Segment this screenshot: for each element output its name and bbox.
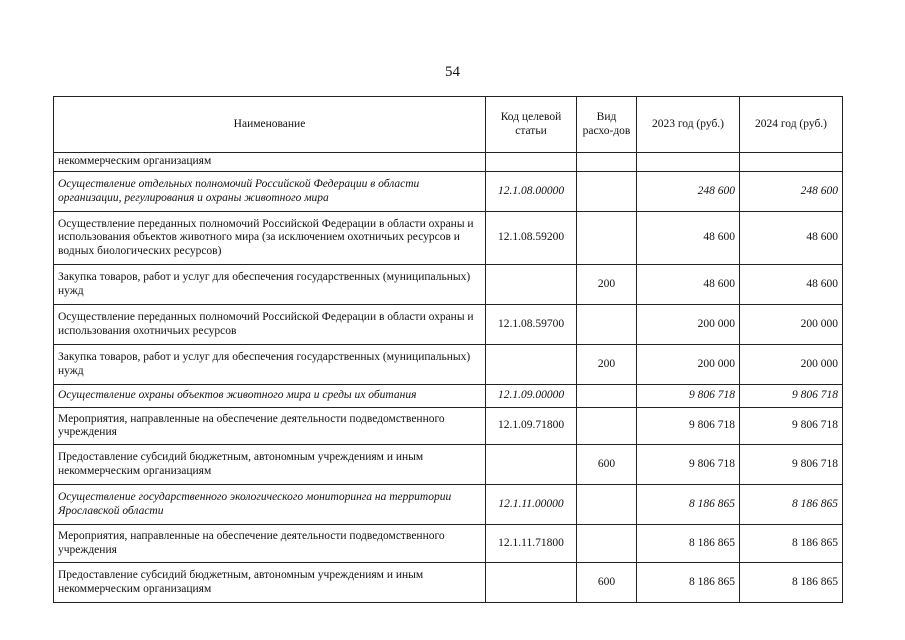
- row-2023: 8 186 865: [637, 525, 740, 563]
- row-2024: 9 806 718: [740, 445, 843, 485]
- table-row: [54, 485, 843, 525]
- row-2024: 8 186 865: [740, 563, 843, 603]
- row-code: 12.1.11.00000: [486, 485, 577, 525]
- row-code: 12.1.09.71800: [486, 408, 577, 445]
- table-row: [54, 563, 843, 603]
- row-code: [486, 445, 577, 485]
- table-row: [54, 305, 843, 345]
- row-code: [486, 563, 577, 603]
- table-row: [54, 525, 843, 563]
- header-code: Код целевой статьи: [486, 97, 577, 153]
- row-code: [486, 153, 577, 172]
- row-type: 600: [577, 445, 637, 485]
- row-type: [577, 485, 637, 525]
- header-2024: 2024 год (руб.): [740, 97, 843, 153]
- row-name: Закупка товаров, работ и услуг для обеспечения государственных (муниципальных) нужд: [54, 345, 486, 385]
- row-type: [577, 408, 637, 445]
- row-code: 12.1.08.59700: [486, 305, 577, 345]
- table-row: [54, 408, 843, 445]
- table-row: [54, 212, 843, 265]
- row-name: Мероприятия, направленные на обеспечение деятельности подведомственного учреждения: [54, 525, 486, 563]
- row-code: 12.1.11.71800: [486, 525, 577, 563]
- row-name: некоммерческим организациям: [54, 153, 486, 172]
- row-2023: 8 186 865: [637, 563, 740, 603]
- budget-table: [53, 96, 843, 603]
- row-2024: 200 000: [740, 305, 843, 345]
- row-2023: 48 600: [637, 265, 740, 305]
- row-code: 12.1.08.59200: [486, 212, 577, 265]
- row-type: [577, 172, 637, 212]
- row-code: 12.1.08.00000: [486, 172, 577, 212]
- row-2023: 200 000: [637, 345, 740, 385]
- row-name: Закупка товаров, работ и услуг для обеспечения государственных (муниципальных) нужд: [54, 265, 486, 305]
- header-type: Вид расхо-дов: [577, 97, 637, 153]
- table-row: [54, 172, 843, 212]
- page-number: 54: [445, 64, 460, 80]
- row-name: Осуществление переданных полномочий Российской Федерации в области охраны и использования объектов животного мира (за исключением охотничьих ресурсов и водных биологических ресурсов): [54, 212, 486, 265]
- row-name: Осуществление государственного экологического мониторинга на территории Ярославской области: [54, 485, 486, 525]
- row-2023: 248 600: [637, 172, 740, 212]
- row-code: 12.1.09.00000: [486, 385, 577, 408]
- row-type: 200: [577, 265, 637, 305]
- row-2023: 8 186 865: [637, 485, 740, 525]
- row-name: Предоставление субсидий бюджетным, автономным учреждениям и иным некоммерческим организациям: [54, 563, 486, 603]
- row-name: Осуществление охраны объектов животного мира и среды их обитания: [54, 385, 486, 408]
- table-row: [54, 385, 843, 408]
- row-type: [577, 525, 637, 563]
- row-name: Мероприятия, направленные на обеспечение деятельности подведомственного учреждения: [54, 408, 486, 445]
- row-type: [577, 305, 637, 345]
- row-code: [486, 345, 577, 385]
- row-2023: 9 806 718: [637, 445, 740, 485]
- row-2024: 200 000: [740, 345, 843, 385]
- row-name: Предоставление субсидий бюджетным, автономным учреждениям и иным некоммерческим организациям: [54, 445, 486, 485]
- row-2023: 9 806 718: [637, 385, 740, 408]
- row-2024: 48 600: [740, 265, 843, 305]
- row-2024: 9 806 718: [740, 408, 843, 445]
- row-2024: 248 600: [740, 172, 843, 212]
- table-row: [54, 345, 843, 385]
- table-row: [54, 445, 843, 485]
- row-type: [577, 212, 637, 265]
- row-2023: [637, 153, 740, 172]
- row-2024: 8 186 865: [740, 485, 843, 525]
- row-name: Осуществление отдельных полномочий Российской Федерации в области организации, регулирования и охраны животного мира: [54, 172, 486, 212]
- row-type: 600: [577, 563, 637, 603]
- row-2023: 9 806 718: [637, 408, 740, 445]
- row-code: [486, 265, 577, 305]
- table-row: [54, 153, 843, 172]
- table-row: [54, 265, 843, 305]
- row-2024: [740, 153, 843, 172]
- table-header-row: [54, 97, 843, 153]
- row-2023: 200 000: [637, 305, 740, 345]
- row-type: [577, 153, 637, 172]
- row-name: Осуществление переданных полномочий Российской Федерации в области охраны и использования охотничьих ресурсов: [54, 305, 486, 345]
- row-2024: 9 806 718: [740, 385, 843, 408]
- row-type: 200: [577, 345, 637, 385]
- row-type: [577, 385, 637, 408]
- header-2023: 2023 год (руб.): [637, 97, 740, 153]
- row-2024: 8 186 865: [740, 525, 843, 563]
- row-2023: 48 600: [637, 212, 740, 265]
- row-2024: 48 600: [740, 212, 843, 265]
- header-name: Наименование: [54, 97, 486, 153]
